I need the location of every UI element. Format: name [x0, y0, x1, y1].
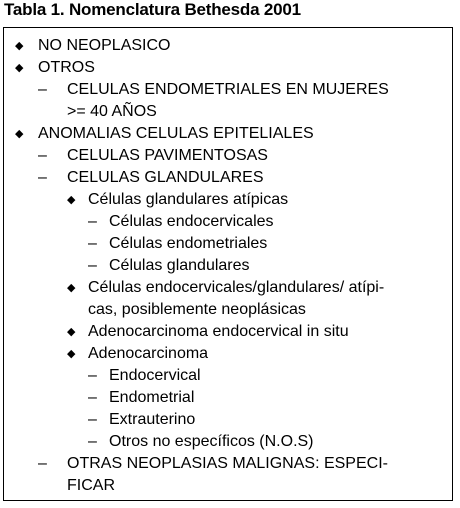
item-celulas-endometriales: CELULAS ENDOMETRIALES EN MUJERES: [67, 81, 389, 98]
dash-icon: –: [88, 367, 97, 384]
dash-icon: –: [38, 147, 47, 164]
item-endocervicales: Células endocervicales: [109, 213, 274, 230]
item-adenocarcinoma-in-situ: Adenocarcinoma endocervical in situ: [88, 323, 349, 340]
item-pavimentosas: CELULAS PAVIMENTOSAS: [67, 147, 268, 164]
item-glandulares-atipicas: Células glandulares atípicas: [88, 191, 289, 208]
item-endometriales: Células endometriales: [109, 235, 268, 252]
dash-icon: –: [88, 389, 97, 406]
dash-icon: –: [38, 455, 47, 472]
bullet-icon: ◆: [67, 326, 76, 338]
item-glandulares: CELULAS GLANDULARES: [67, 169, 264, 186]
item-celulas-endometriales-cont: >= 40 AÑOS: [67, 103, 157, 120]
dash-icon: –: [88, 235, 97, 252]
bullet-icon: ◆: [15, 128, 24, 140]
dash-icon: –: [38, 81, 47, 98]
item-no-neoplasico: NO NEOPLASICO: [38, 37, 171, 54]
dash-icon: –: [88, 213, 97, 230]
table-title: Tabla 1. Nomenclatura Bethesda 2001: [4, 0, 301, 19]
item-endocerv-gland-cont: cas, posiblemente neoplásicas: [88, 301, 306, 318]
dash-icon: –: [88, 411, 97, 428]
dash-icon: –: [38, 169, 47, 186]
item-glandulares-sub: Células glandulares: [109, 257, 250, 274]
item-extrauterino: Extrauterino: [109, 411, 196, 428]
item-endocerv-gland: Células endocervicales/glandulares/ atípi-: [88, 279, 385, 296]
bullet-icon: ◆: [67, 282, 76, 294]
item-otras-neoplasias-cont: FICAR: [67, 477, 115, 494]
bullet-icon: ◆: [67, 194, 76, 206]
bullet-icon: ◆: [67, 348, 76, 360]
item-otros-no-especificos: Otros no específicos (N.O.S): [109, 433, 314, 450]
item-anomalias: ANOMALIAS CELULAS EPITELIALES: [38, 125, 314, 142]
bullet-icon: ◆: [15, 62, 24, 74]
item-endometrial: Endometrial: [109, 389, 195, 406]
item-otros: OTROS: [38, 59, 95, 76]
item-adenocarcinoma: Adenocarcinoma: [88, 345, 209, 362]
dash-icon: –: [88, 433, 97, 450]
bullet-icon: ◆: [15, 40, 24, 52]
item-endocervical: Endocervical: [109, 367, 201, 384]
dash-icon: –: [88, 257, 97, 274]
item-otras-neoplasias: OTRAS NEOPLASIAS MALIGNAS: ESPECI-: [67, 455, 388, 472]
